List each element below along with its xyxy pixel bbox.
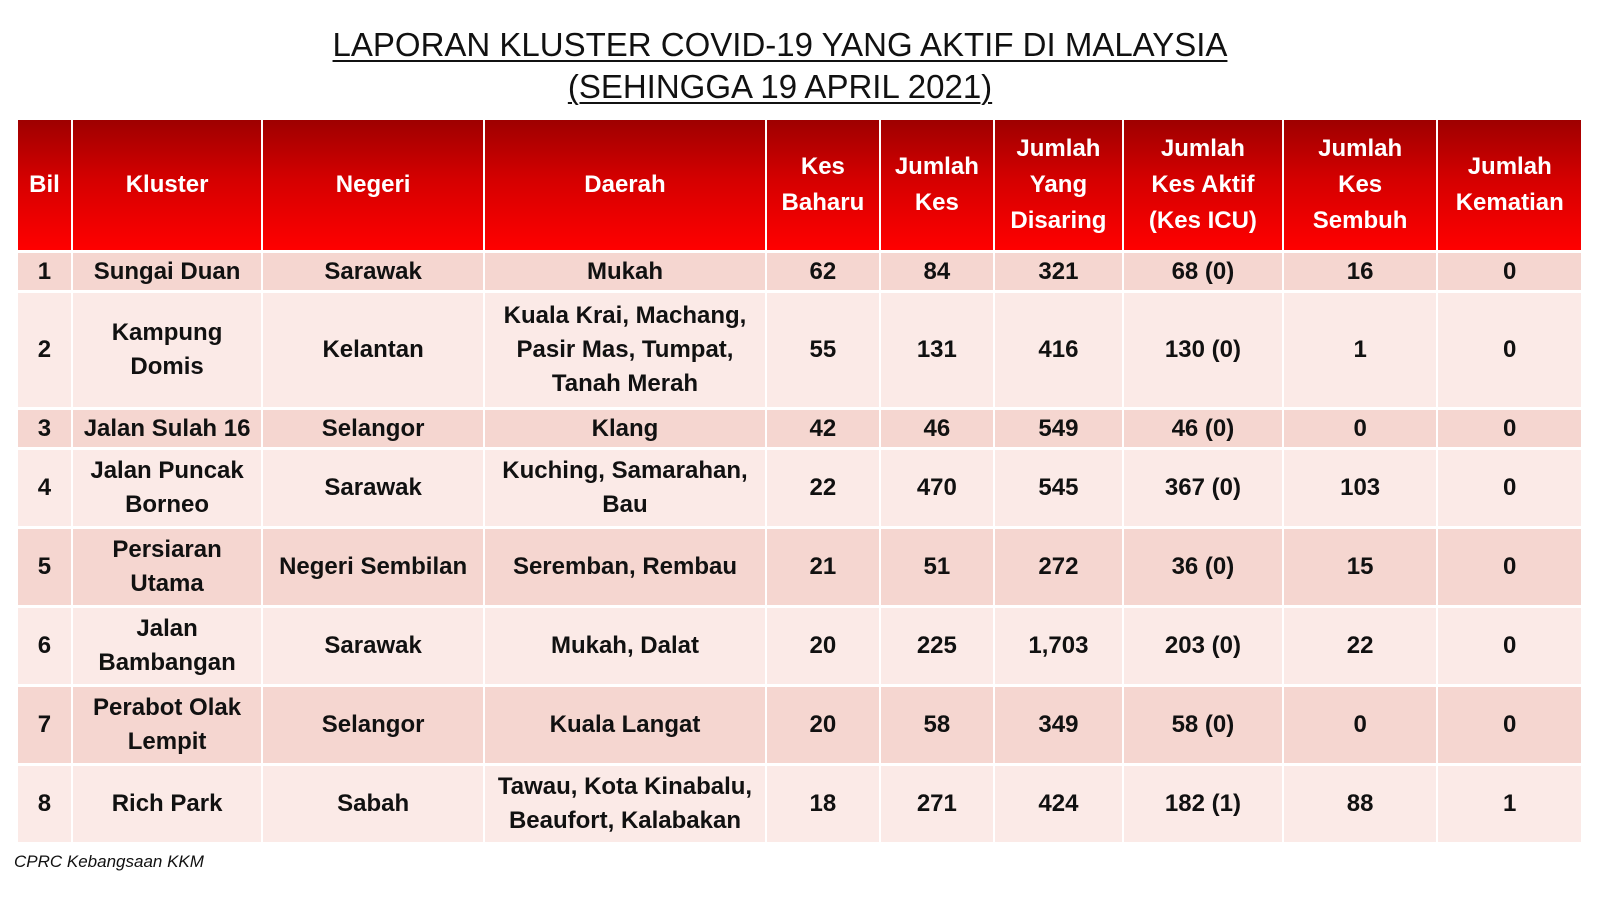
cell-kematian: 0 — [1438, 253, 1581, 290]
header-daerah: Daerah — [485, 120, 765, 250]
cell-kematian: 0 — [1438, 293, 1581, 407]
cell-daerah: Tawau, Kota Kinabalu, Beaufort, Kalabakan — [485, 766, 765, 842]
cell-bil: 7 — [18, 687, 71, 763]
cell-kluster: Rich Park — [73, 766, 261, 842]
cell-kematian: 0 — [1438, 687, 1581, 763]
title-line-2: (SEHINGGA 19 APRIL 2021) — [567, 68, 993, 105]
cell-bil: 3 — [18, 410, 71, 447]
cell-disaring: 424 — [995, 766, 1122, 842]
cell-kes-aktif: 367 (0) — [1124, 450, 1282, 526]
cell-kematian: 0 — [1438, 529, 1581, 605]
cell-disaring: 349 — [995, 687, 1122, 763]
cell-daerah: Mukah — [485, 253, 765, 290]
cell-kes-aktif: 203 (0) — [1124, 608, 1282, 684]
table-row — [18, 687, 1581, 763]
cell-kematian: 1 — [1438, 766, 1581, 842]
cell-kes-sembuh: 0 — [1284, 410, 1437, 447]
cell-kluster: Sungai Duan — [73, 253, 261, 290]
cell-disaring: 549 — [995, 410, 1122, 447]
cell-daerah: Mukah, Dalat — [485, 608, 765, 684]
table-row — [18, 608, 1581, 684]
table-row — [18, 293, 1581, 407]
cell-jumlah-kes: 46 — [881, 410, 993, 447]
table-row — [18, 766, 1581, 842]
cluster-table — [16, 117, 1583, 845]
cell-bil: 5 — [18, 529, 71, 605]
cell-jumlah-kes: 225 — [881, 608, 993, 684]
header-kluster: Kluster — [73, 120, 261, 250]
cell-kes-baharu: 42 — [767, 410, 879, 447]
cell-bil: 4 — [18, 450, 71, 526]
cell-kluster: Perabot Olak Lempit — [73, 687, 261, 763]
cell-kluster: Jalan Puncak Borneo — [73, 450, 261, 526]
cell-kes-sembuh: 15 — [1284, 529, 1437, 605]
table-row — [18, 253, 1581, 290]
cell-kluster: Persiaran Utama — [73, 529, 261, 605]
cell-kes-aktif: 36 (0) — [1124, 529, 1282, 605]
header-kes-sembuh: Jumlah Kes Sembuh — [1284, 120, 1437, 250]
cell-negeri: Sarawak — [263, 450, 483, 526]
cell-kes-aktif: 46 (0) — [1124, 410, 1282, 447]
cell-negeri: Sarawak — [263, 253, 483, 290]
cell-kes-baharu: 20 — [767, 687, 879, 763]
header-kes-aktif: Jumlah Kes Aktif (Kes ICU) — [1124, 120, 1282, 250]
cell-negeri: Sabah — [263, 766, 483, 842]
cell-jumlah-kes: 84 — [881, 253, 993, 290]
cell-bil: 6 — [18, 608, 71, 684]
cell-jumlah-kes: 470 — [881, 450, 993, 526]
cell-jumlah-kes: 131 — [881, 293, 993, 407]
cell-kes-sembuh: 22 — [1284, 608, 1437, 684]
cell-disaring: 545 — [995, 450, 1122, 526]
cell-kes-baharu: 18 — [767, 766, 879, 842]
header-kes-baharu: Kes Baharu — [767, 120, 879, 250]
cell-kluster: Kampung Domis — [73, 293, 261, 407]
cell-kes-aktif: 68 (0) — [1124, 253, 1282, 290]
cell-daerah: Seremban, Rembau — [485, 529, 765, 605]
cell-bil: 8 — [18, 766, 71, 842]
cell-negeri: Kelantan — [263, 293, 483, 407]
cell-negeri: Selangor — [263, 687, 483, 763]
cell-kes-baharu: 22 — [767, 450, 879, 526]
cell-bil: 1 — [18, 253, 71, 290]
table-row — [18, 450, 1581, 526]
cell-kematian: 0 — [1438, 410, 1581, 447]
cell-kes-sembuh: 103 — [1284, 450, 1437, 526]
cell-kes-sembuh: 0 — [1284, 687, 1437, 763]
cell-disaring: 321 — [995, 253, 1122, 290]
header-jumlah-disaring: Jumlah Yang Disaring — [995, 120, 1122, 250]
header-negeri: Negeri — [263, 120, 483, 250]
cell-kes-baharu: 62 — [767, 253, 879, 290]
cell-daerah: Kuala Langat — [485, 687, 765, 763]
cell-daerah: Kuching, Samarahan, Bau — [485, 450, 765, 526]
cell-negeri: Negeri Sembilan — [263, 529, 483, 605]
table-row — [18, 529, 1581, 605]
cell-kluster: Jalan Sulah 16 — [73, 410, 261, 447]
cell-daerah: Klang — [485, 410, 765, 447]
cell-jumlah-kes: 51 — [881, 529, 993, 605]
cell-kes-baharu: 21 — [767, 529, 879, 605]
cell-kes-baharu: 20 — [767, 608, 879, 684]
cell-disaring: 1,703 — [995, 608, 1122, 684]
header-jumlah-kes: Jumlah Kes — [881, 120, 993, 250]
cell-kes-sembuh: 1 — [1284, 293, 1437, 407]
cell-kes-aktif: 182 (1) — [1124, 766, 1282, 842]
cell-kes-baharu: 55 — [767, 293, 879, 407]
header-kematian: Jumlah Kematian — [1438, 120, 1581, 250]
source-note: CPRC Kebangsaan KKM — [14, 852, 204, 871]
page-title — [0, 24, 1560, 108]
cell-kes-aktif: 58 (0) — [1124, 687, 1282, 763]
cell-negeri: Sarawak — [263, 608, 483, 684]
title-line-1: LAPORAN KLUSTER COVID-19 YANG AKTIF DI MALAYSIA — [332, 26, 1228, 63]
cell-jumlah-kes: 58 — [881, 687, 993, 763]
cell-jumlah-kes: 271 — [881, 766, 993, 842]
cell-kematian: 0 — [1438, 450, 1581, 526]
cell-disaring: 416 — [995, 293, 1122, 407]
cell-disaring: 272 — [995, 529, 1122, 605]
cell-kluster: Jalan Bambangan — [73, 608, 261, 684]
cell-bil: 2 — [18, 293, 71, 407]
table-row — [18, 410, 1581, 447]
table-header-row — [18, 120, 1581, 250]
cell-kes-aktif: 130 (0) — [1124, 293, 1282, 407]
cell-kematian: 0 — [1438, 608, 1581, 684]
cell-kes-sembuh: 16 — [1284, 253, 1437, 290]
cell-negeri: Selangor — [263, 410, 483, 447]
cell-kes-sembuh: 88 — [1284, 766, 1437, 842]
cell-daerah: Kuala Krai, Machang, Pasir Mas, Tumpat, Tanah Merah — [485, 293, 765, 407]
header-bil: Bil — [18, 120, 71, 250]
